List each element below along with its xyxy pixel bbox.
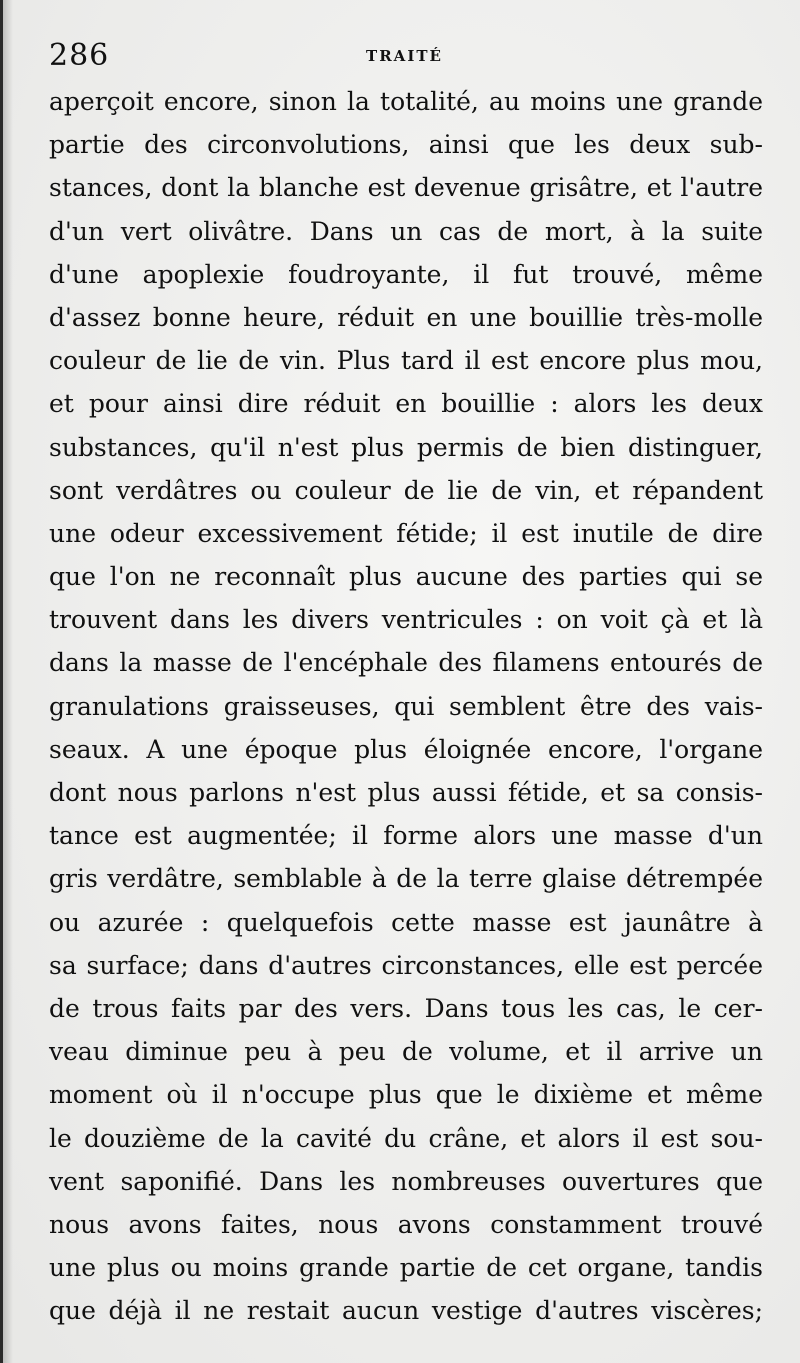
text-line: partie des circonvolutions, ainsi que les deux sub-	[49, 130, 763, 160]
text-line: ou azurée : quelquefois cette masse est jaunâtre à	[49, 907, 763, 937]
text-line: sa surface; dans d'autres circonstances, elle est percée	[49, 950, 763, 980]
text-line: stances, dont la blanche est devenue grisâtre, et l'autre	[49, 173, 763, 203]
text-line: le douzième de la cavité du crâne, et alors il est sou-	[49, 1123, 763, 1153]
text-line: dont nous parlons n'est plus aussi fétide, et sa consis-	[49, 778, 763, 807]
page-header	[49, 36, 760, 76]
text-line: de trous faits par des vers. Dans tous les cas, le cer-	[49, 993, 763, 1023]
text-line: une odeur excessivement fétide; il est inutile de dire	[49, 518, 763, 548]
text-line: seaux. A une époque plus éloignée encore, l'organe	[49, 734, 763, 764]
text-line: dans la masse de l'encéphale des filamens entourés de	[49, 648, 763, 678]
page-number: 286	[49, 38, 110, 73]
text-line: une plus ou moins grande partie de cet organe, tandis	[49, 1253, 763, 1283]
text-line: d'un vert olivâtre. Dans un cas de mort, à la suite	[49, 216, 763, 246]
text-line: nous avons faites, nous avons constamment trouvé	[49, 1209, 763, 1239]
text-line: que l'on ne reconnaît plus aucune des parties qui se	[49, 562, 763, 592]
text-line: d'assez bonne heure, réduit en une bouillie très-molle	[49, 302, 763, 332]
text-line: gris verdâtre, semblable à de la terre glaise détrempée	[49, 864, 763, 894]
text-line: aperçoit encore, sinon la totalité, au moins une grande	[49, 87, 763, 116]
text-line: substances, qu'il n'est plus permis de bien distinguer,	[49, 432, 763, 462]
text-line: vent saponifié. Dans les nombreuses ouvertures que	[49, 1166, 763, 1196]
page-gutter-shadow	[3, 0, 13, 1363]
text-line: sont verdâtres ou couleur de lie de vin, et répandent	[49, 475, 763, 505]
text-line: tance est augmentée; il forme alors une masse d'un	[49, 821, 763, 851]
text-line: veau diminue peu à peu de volume, et il arrive un	[49, 1037, 763, 1067]
body-text	[49, 80, 763, 1332]
text-line: moment où il n'occupe plus que le dixième et même	[49, 1080, 763, 1110]
running-head: TRAITÉ	[366, 47, 443, 65]
text-line: que déjà il ne restait aucun vestige d'autres viscères;	[49, 1296, 763, 1326]
text-line: trouvent dans les divers ventricules : on voit çà et là	[49, 605, 763, 635]
text-line: d'une apoplexie foudroyante, il fut trouvé, même	[49, 259, 763, 289]
text-line: granulations graisseuses, qui semblent être des vais-	[49, 691, 763, 721]
text-line: couleur de lie de vin. Plus tard il est encore plus mou,	[49, 346, 763, 376]
text-line: et pour ainsi dire réduit en bouillie : alors les deux	[49, 389, 763, 419]
